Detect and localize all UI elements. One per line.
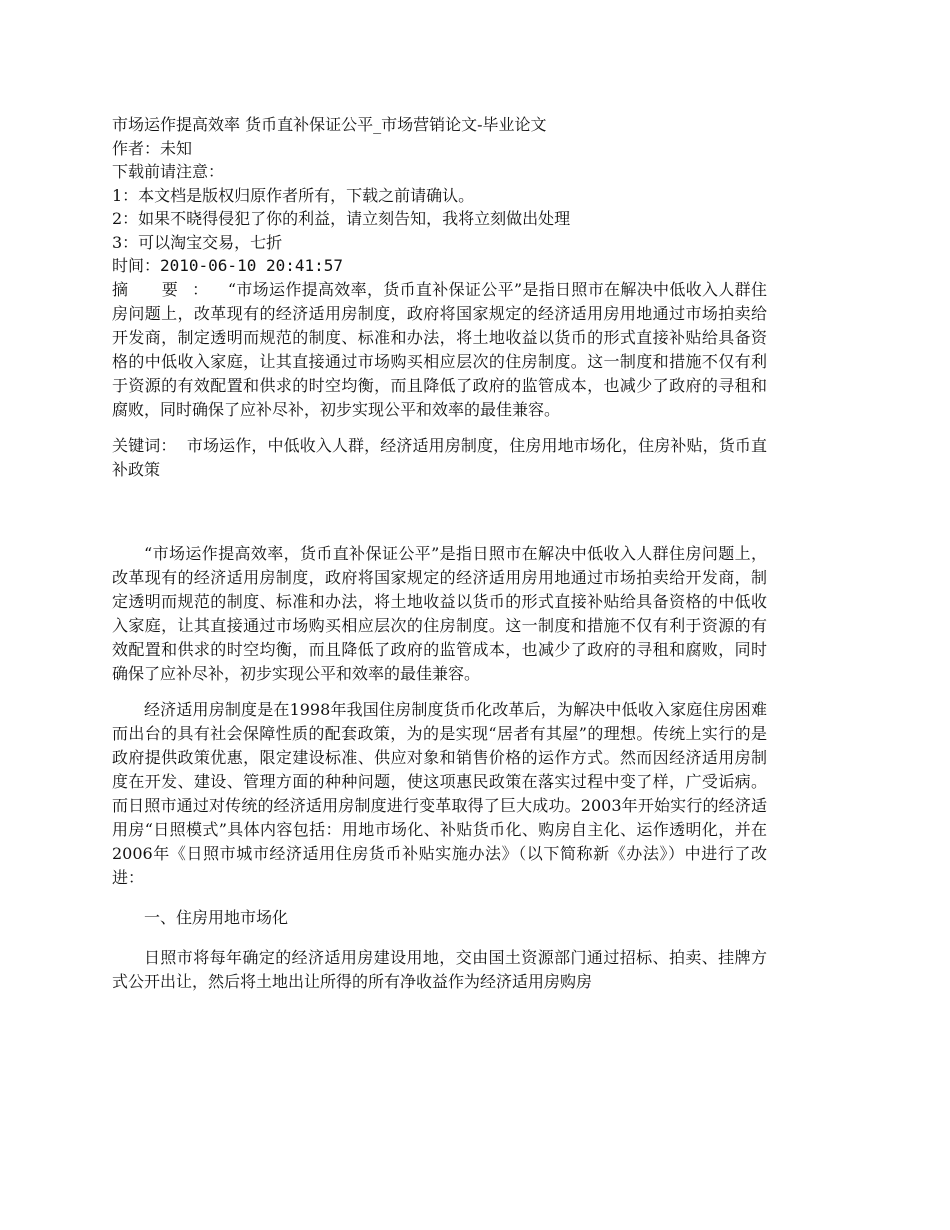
notice-item-3: 3：可以淘宝交易，七折 [112,232,283,252]
document-title: 市场运作提高效率 货币直补保证公平_市场营销论文-毕业论文 [112,115,547,134]
body-paragraph-2: 经济适用房制度是在1998年我国住房制度货币化改革后，为解决中低收入家庭住房困难而出台的具有社会保障性质的配套政策，为的是实现“居者有其屋”的理想。传统上实行的是政府提供政策优惠，限定建设标准、供应对象和销售价格的运作方式。然而因经济适用房制度在开发、建设、管理方面的种种问题，使这项惠民政策在落实过程中变了样，广受诟病。而日照市通过对传统的经济适用房制度进行变革取得了巨大成功。2003年开始实行的经济适用房“日照模式”具体内容包括：用地市场化、补贴货币化、购房自主化、运作透明化，并在2006年《日照市城市经济适用住房货币补贴实施办法》（以下简称新《办法》）中进行了改进： [112,699,767,887]
abstract-text: “市场运作提高效率，货币直补保证公平”是指日照市在解决中低收入人群住房问题上，改革现有的经济适用房制度，政府将国家规定的经济适用房用地通过市场拍卖给开发商，制定透明而规范的制度、标准和办法，将土地收益以货币的形式直接补贴给具备资格的中低收入家庭，让其直接通过市场购买相应层次的住房制度。这一制度和措施不仅有利于资源的有效配置和供求的时空均衡，而且降低了政府的监管成本，也减少了政府的寻租和腐败，同时确保了应补尽补，初步实现公平和效率的最佳兼容。 [112,279,767,419]
notice-heading: 下载前请注意： [112,162,225,181]
section-heading: 一、住房用地市场化 [144,907,289,927]
notice-item-2: 2：如果不晓得侵犯了你的利益，请立刻告知，我将立刻做出处理 [112,209,571,228]
keywords-label: 关键词： [112,435,177,455]
timestamp-line: 时间：2010-06-10 20:41:57 [112,256,344,275]
author-line: 作者：未知 [112,138,193,158]
abstract [112,278,767,422]
keywords [112,434,767,482]
body-paragraph-1: “市场运作提高效率，货币直补保证公平”是指日照市在解决中低收入人群住房问题上，改革现有的经济适用房制度，政府将国家规定的经济适用房用地通过市场拍卖给开发商，制定透明而规范的制度、标准和办法，将土地收益以货币的形式直接补贴给具备资格的中低收入家庭，让其直接通过市场购买相应层次的住房制度。这一制度和措施不仅有利于资源的有效配置和供求的时空均衡，而且降低了政府的监管成本，也减少了政府的寻租和腐败，同时确保了应补尽补，初步实现公平和效率的最佳兼容。 [112,543,767,683]
abstract-label: 摘 要： [112,279,223,299]
body-paragraph-3: 日照市将每年确定的经济适用房建设用地，交由国土资源部门通过招标、拍卖、挂牌方式公开出让，然后将土地出让所得的所有净收益作为经济适用房购房 [112,947,767,991]
notice-item-1: 1：本文档是版权归原作者所有，下载之前请确认。 [112,185,475,205]
keywords-text: 市场运作，中低收入人群，经济适用房制度，住房用地市场化，住房补贴，货币直补政策 [112,435,767,479]
